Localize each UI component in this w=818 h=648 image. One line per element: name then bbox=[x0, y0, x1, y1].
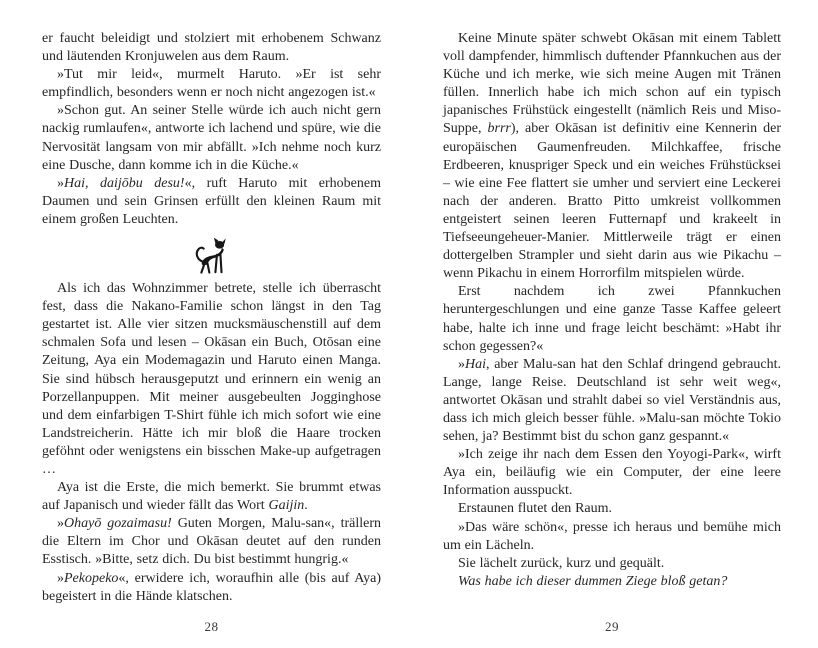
paragraph bbox=[443, 283, 781, 355]
paragraph bbox=[42, 175, 381, 229]
paragraph bbox=[42, 30, 381, 66]
body-text: » bbox=[57, 175, 64, 191]
paragraph bbox=[443, 519, 781, 555]
body-text: » bbox=[57, 516, 64, 532]
body-text: «, erwidere ich, woraufhin alle (bis auf Aya) begeistert in die Hände klatschen. bbox=[42, 570, 381, 604]
paragraph bbox=[42, 479, 381, 515]
body-text: . bbox=[304, 498, 308, 514]
body-text: Guten Morgen, Malu-san«, trällern die Eltern im Chor und Okāsan deutet auf den runden Esstisch. »Bitte, setz dich. Du bist bestimmt hungrig.« bbox=[42, 516, 381, 568]
left-page-text bbox=[42, 30, 381, 606]
right-page bbox=[409, 0, 818, 648]
body-text: » bbox=[458, 356, 465, 372]
body-text: » bbox=[57, 570, 64, 586]
paragraph bbox=[443, 356, 781, 446]
italic-text: brrr bbox=[487, 121, 511, 137]
body-text: Erst nachdem ich zwei Pfannkuchen heruntergeschlungen und eine ganze Tasse Kaffee geleert habe, halte ich inne und frage leicht beschämt: »Habt ihr schon gegessen?« bbox=[443, 284, 781, 354]
paragraph bbox=[42, 515, 381, 569]
italic-text: Ohayō gozaimasu! bbox=[64, 516, 172, 532]
cat-icon bbox=[42, 232, 381, 278]
page-number-left: 28 bbox=[204, 619, 219, 634]
italic-text: Hai bbox=[465, 356, 486, 372]
body-text: Als ich das Wohnzimmer betrete, stelle ich überrascht fest, dass die Nakano-Familie schon längst in den Tag gestartet ist. Alle vier sitzen mucksmäuschenstill auf dem schmalen Sofa und lesen – Okāsan ein Buch, Otōsan eine Zeitung, Aya ein Modemagazin und Haruto einen Manga. Sie sind hübsch herausgeputzt und erinnern ein wenig an Porzellanpuppen. Mit meiner ausgebeulten Jogginghose und dem einfarbigen T-Shirt fühle ich mich sofort wie eine Landstreicherin. Hätte ich mir bloß die Haare trocken geföhnt oder wenigstens ein bisschen Make-up aufgetragen … bbox=[42, 281, 381, 477]
paragraph bbox=[42, 280, 381, 479]
body-text: »Tut mir leid«, murmelt Haruto. »Er ist sehr empfindlich, besonders wenn er noch nicht angezogen ist.« bbox=[42, 67, 381, 101]
body-text: »Schon gut. An seiner Stelle würde ich auch nicht gern nackig rumlaufen«, antworte ich lachend und spüre, wie die Nervosität langsam von mir abfällt. »Ich nehme noch kurz eine Dusche, dann komme ich in die Küche.« bbox=[42, 103, 381, 173]
paragraph bbox=[443, 30, 781, 283]
body-text: er faucht beleidigt und stolziert mit erhobenem Schwanz und läutenden Kronjuwelen aus dem Raum. bbox=[42, 31, 381, 65]
paragraph bbox=[443, 446, 781, 500]
paragraph bbox=[443, 573, 781, 591]
body-text: , aber Malu-san hat den Schlaf dringend gebraucht. Lange, lange Reise. Deutschland ist sehr weit weg«, antwortet Okāsan und strahlt dabei so viel Verständnis aus, dass ich mich gleich besser fühle. »Malu-san möchte Tokio sehen, ja? Bestimmt bist du schon ganz gespannt.« bbox=[443, 356, 781, 445]
body-text: »Das wäre schön«, presse ich heraus und bemühe mich um ein Lächeln. bbox=[443, 519, 781, 553]
body-text: ), aber Okāsan ist definitiv eine Kennerin der europäischen Gaumenfreuden. Milchkaffee, frische Erdbeeren, knuspriger Speck und ein weiches Frühstücksei – wie eine Fee flattert sie umher und serviert eine Leckerei nach der anderen. Bratto Pitto umkreist vollkommen entgeistert seinen leeren Futternapf und krakeelt in Tiefseeungeheuer-Manier. Mittlerweile trägt er einen dottergelben Strampler und sieht darin aus wie Pikachu – wenn Pikachu in einem Horrorfilm mitspielen würde. bbox=[443, 121, 781, 282]
page-number-right: 29 bbox=[605, 619, 619, 634]
italic-text: Was habe ich dieser dummen Ziege bloß getan? bbox=[458, 573, 728, 589]
right-page-text bbox=[443, 30, 781, 591]
body-text: Erstaunen flutet den Raum. bbox=[458, 501, 613, 517]
paragraph bbox=[42, 66, 381, 102]
body-text: Keine Minute später schwebt Okāsan mit einem Tablett voll dampfender, himmlisch duftender Pfannkuchen aus der Küche und ich merke, wie sich meine Augen mit Tränen füllen. Innerlich habe ich mich schon auf ein typisch japanisches Frühstück eingestellt (nämlich Reis und Miso-Suppe, bbox=[443, 31, 781, 137]
italic-text: Gaijin bbox=[268, 498, 305, 514]
body-text: «, ruft Haruto mit erhobenem Daumen und sein Grinsen erfüllt den kleinen Raum mit einem großen Leuchten. bbox=[42, 175, 381, 227]
body-text: Aya ist die Erste, die mich bemerkt. Sie brummt etwas auf Japanisch und wieder fällt das Wort bbox=[42, 480, 381, 514]
italic-text: Hai, daijōbu desu! bbox=[64, 175, 185, 191]
paragraph bbox=[42, 102, 381, 174]
italic-text: Pekopeko bbox=[64, 570, 119, 586]
paragraph bbox=[443, 500, 781, 518]
paragraph bbox=[42, 570, 381, 606]
paragraph bbox=[443, 555, 781, 573]
body-text: »Ich zeige ihr nach dem Essen den Yoyogi-Park«, wirft Aya ein, beiläufig wie ein Computer, der eine leere Information ausspuckt. bbox=[443, 447, 781, 499]
body-text: Sie lächelt zurück, kurz und gequält. bbox=[458, 555, 665, 571]
